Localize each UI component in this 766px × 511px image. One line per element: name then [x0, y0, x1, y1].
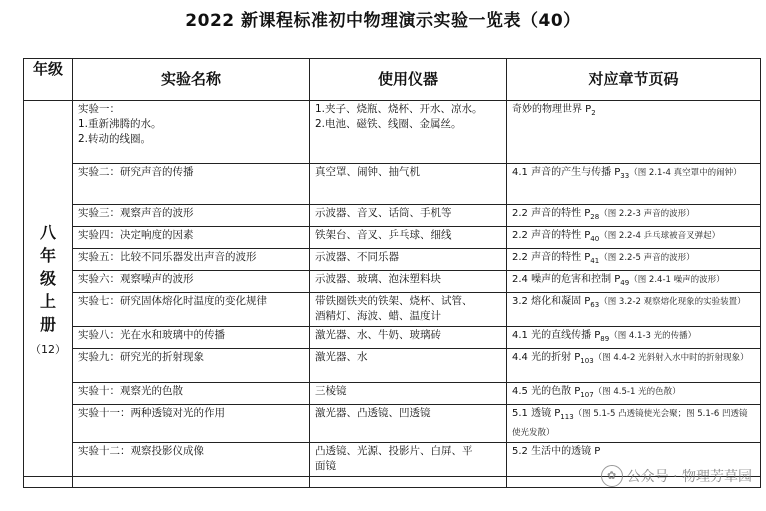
chapter-title: 2.2 声音的特性 P — [512, 208, 591, 219]
chapter-cell — [507, 101, 761, 164]
instruments-cell — [310, 327, 507, 349]
experiment-name-line: 实验十一：两种透镜对光的作用 — [78, 407, 225, 419]
chapter-cell — [507, 405, 761, 443]
chapter-page: 89 — [600, 335, 610, 343]
chapter-title: 2.4 噪声的危害和控制 P — [512, 274, 621, 285]
chapter-title: 5.2 生活中的透镜 P — [512, 446, 601, 457]
chapter-note: （图 4.5-1 光的色散） — [593, 387, 681, 397]
experiment-name-line: 实验九：研究光的折射现象 — [78, 351, 204, 363]
chapter-cell — [507, 293, 761, 327]
empty-cell — [310, 477, 507, 488]
instruments-cell — [310, 293, 507, 327]
instruments-line: 示波器、音叉、话筒、手机等 — [315, 207, 452, 219]
table-row — [24, 205, 761, 227]
experiment-name-cell — [73, 383, 310, 405]
chapter-title: 4.5 光的色散 P — [512, 386, 581, 397]
experiment-table — [23, 58, 761, 488]
instruments-line: 示波器、玻璃、泡沫塑料块 — [315, 273, 441, 285]
experiment-name-line: 实验四：决定响度的因素 — [78, 229, 194, 241]
grade-char: 年 — [39, 245, 56, 265]
chapter-title: 4.4 光的折射 P — [512, 352, 581, 363]
chapter-note: （图 2.2-5 声音的波形） — [599, 253, 695, 263]
chapter-cell — [507, 349, 761, 383]
chapter-title: 4.1 声音的产生与传播 P — [512, 167, 621, 178]
experiment-name-cell — [73, 293, 310, 327]
grade-char: 八 — [39, 222, 56, 242]
chapter-page: 40 — [590, 235, 600, 243]
wechat-icon: ✿ — [601, 465, 623, 487]
header-row — [24, 59, 761, 101]
experiment-name-line: 实验五：比较不同乐器发出声音的波形 — [78, 251, 257, 263]
grade-cell — [24, 101, 73, 477]
experiment-name-cell — [73, 327, 310, 349]
instruments-cell — [310, 164, 507, 205]
experiment-name-cell — [73, 227, 310, 249]
experiment-name-line: 实验十：观察光的色散 — [78, 385, 183, 397]
instruments-cell — [310, 405, 507, 443]
watermark-text: 公众号 · 物理芳草园 — [626, 469, 752, 485]
chapter-cell — [507, 205, 761, 227]
experiment-name-cell — [73, 405, 310, 443]
instruments-cell — [310, 349, 507, 383]
table-row — [24, 327, 761, 349]
chapter-page: 49 — [620, 279, 630, 287]
instruments-line: 凸透镜、光源、投影片、白屏、平 — [315, 445, 473, 457]
instruments-line: 1.夹子、烧瓶、烧杯、开水、凉水。 — [315, 103, 483, 115]
header-chapter: 对应章节页码 — [507, 59, 761, 101]
instruments-line: 示波器、不同乐器 — [315, 251, 399, 263]
grade-count: （12） — [30, 342, 66, 356]
grade-char: 上 — [39, 291, 56, 311]
table-row — [24, 271, 761, 293]
experiment-name-line: 实验十二：观察投影仪成像 — [78, 445, 204, 457]
experiment-name-line: 实验二：研究声音的传播 — [78, 166, 194, 178]
table-row — [24, 405, 761, 443]
experiment-name-line: 实验一： — [78, 103, 120, 115]
instruments-cell — [310, 101, 507, 164]
experiment-name-line: 实验八：光在水和玻璃中的传播 — [78, 329, 225, 341]
instruments-cell — [310, 205, 507, 227]
instruments-cell — [310, 227, 507, 249]
chapter-page: 2 — [591, 109, 596, 117]
grade-char: 册 — [39, 314, 56, 334]
chapter-title: 2.2 声音的特性 P — [512, 252, 591, 263]
chapter-title: 5.1 透镜 P — [512, 408, 561, 419]
header-instruments: 使用仪器 — [310, 59, 507, 101]
instruments-line: 2.电池、磁铁、线圈、金属丝。 — [315, 118, 462, 130]
chapter-page: 103 — [580, 357, 594, 365]
chapter-note: （图 2.1-4 真空罩中的闹钟） — [629, 168, 742, 178]
table-row — [24, 164, 761, 205]
chapter-note: （图 2.4-1 噪声的波形） — [629, 275, 725, 285]
instruments-line: 激光器、水 — [315, 351, 368, 363]
experiment-name-cell — [73, 249, 310, 271]
chapter-page: 33 — [620, 172, 630, 180]
table-row — [24, 101, 761, 164]
instruments-line: 铁架台、音叉、乒乓球、细线 — [315, 229, 452, 241]
instruments-line: 三棱镜 — [315, 385, 347, 397]
experiment-name-line: 2.转动的线圈。 — [78, 133, 152, 145]
table-row — [24, 227, 761, 249]
instruments-cell — [310, 383, 507, 405]
chapter-cell — [507, 227, 761, 249]
page-title: 2022 新课程标准初中物理演示实验一览表（40） — [185, 11, 581, 31]
chapter-page: 41 — [590, 257, 600, 265]
table-row — [24, 383, 761, 405]
chapter-note: （图 2.2-3 声音的波形） — [599, 209, 695, 219]
experiment-name-cell — [73, 271, 310, 293]
experiment-name-cell — [73, 349, 310, 383]
experiment-name-cell — [73, 443, 310, 477]
instruments-line: 激光器、水、牛奶、玻璃砖 — [315, 329, 441, 341]
watermark — [601, 465, 752, 487]
header-grade: 年级 — [24, 59, 73, 101]
instruments-cell — [310, 271, 507, 293]
chapter-note: （图 2.2-4 乒乓球被音叉弹起） — [599, 231, 721, 241]
chapter-note: （图 3.2-2 观察熔化现象的实验装置） — [599, 297, 746, 307]
instruments-cell — [310, 443, 507, 477]
chapter-note: （图 4.4-2 光斜射入水中时的折射现象） — [593, 353, 749, 363]
chapter-title: 3.2 熔化和凝固 P — [512, 296, 591, 307]
chapter-cell — [507, 249, 761, 271]
experiment-name-line: 实验三：观察声音的波形 — [78, 207, 194, 219]
chapter-cell — [507, 327, 761, 349]
header-name: 实验名称 — [73, 59, 310, 101]
experiment-name-cell — [73, 205, 310, 227]
experiment-name-cell — [73, 101, 310, 164]
empty-cell — [24, 477, 73, 488]
chapter-note: （图 4.1-3 光的传播） — [609, 331, 697, 341]
chapter-cell — [507, 164, 761, 205]
instruments-line: 带铁圈铁夹的铁架、烧杯、试管、 — [315, 295, 473, 307]
chapter-title: 4.1 光的直线传播 P — [512, 330, 601, 341]
chapter-note: （图 5.1-5 凸透镜使光会聚；图 5.1-6 凹透镜使光发散） — [512, 409, 748, 438]
grade-char: 级 — [39, 268, 56, 288]
chapter-title: 奇妙的物理世界 P — [512, 104, 592, 115]
table-row — [24, 249, 761, 271]
chapter-title: 2.2 声音的特性 P — [512, 230, 591, 241]
chapter-page: 63 — [590, 301, 600, 309]
chapter-cell — [507, 271, 761, 293]
experiment-name-line: 实验七：研究固体熔化时温度的变化规律 — [78, 295, 267, 307]
experiment-name-line: 实验六：观察噪声的波形 — [78, 273, 194, 285]
table-row — [24, 293, 761, 327]
instruments-line: 面镜 — [315, 460, 336, 472]
experiment-name-line: 1.重新沸腾的水。 — [78, 118, 162, 130]
instruments-line: 酒精灯、海波、蜡、温度计 — [315, 310, 441, 322]
instruments-cell — [310, 249, 507, 271]
table-row — [24, 349, 761, 383]
instruments-line: 激光器、凸透镜、凹透镜 — [315, 407, 431, 419]
chapter-page: 28 — [590, 213, 600, 221]
chapter-page: 113 — [560, 413, 574, 421]
empty-cell — [73, 477, 310, 488]
experiment-name-cell — [73, 164, 310, 205]
instruments-line: 真空罩、闹钟、抽气机 — [315, 166, 420, 178]
chapter-cell — [507, 383, 761, 405]
chapter-page: 107 — [580, 391, 594, 399]
